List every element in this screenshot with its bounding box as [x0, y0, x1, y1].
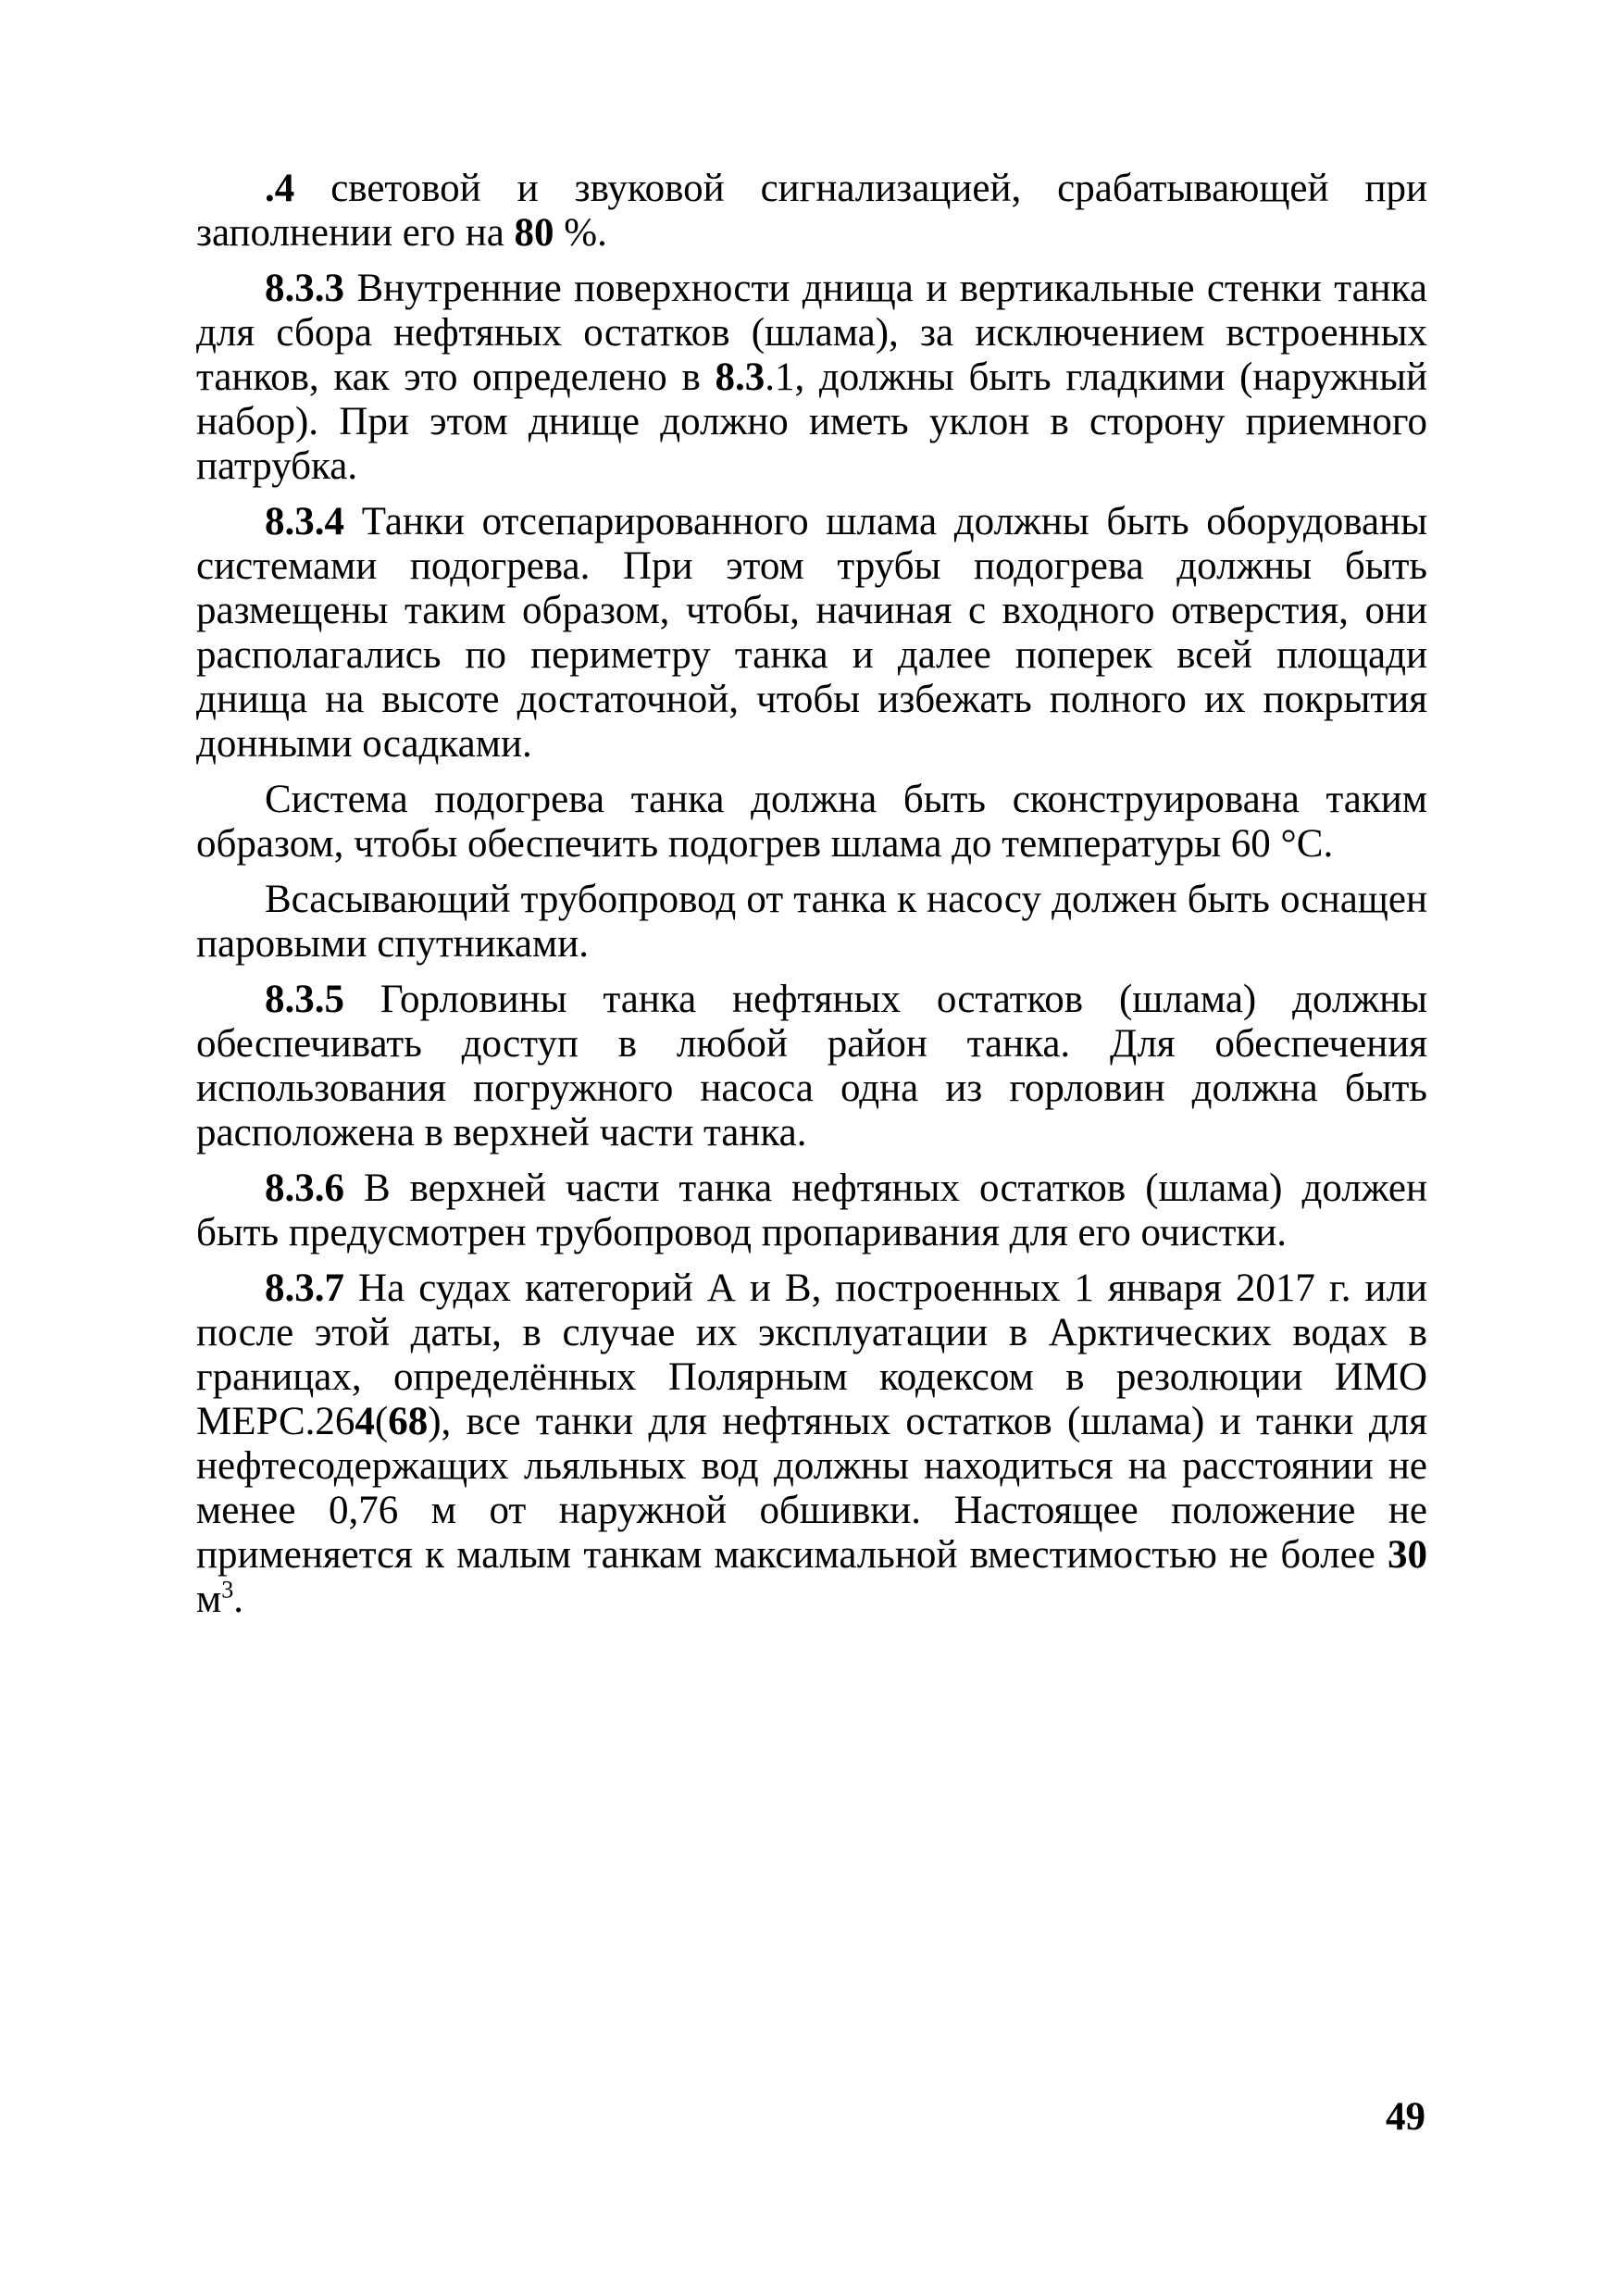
paragraph-suction-pipe — [196, 878, 1427, 967]
paragraph-text: световой и звуковой сигнализацией, срабатывающей при заполнении его на — [196, 167, 1427, 255]
paragraph-text: На судах категорий А и В, построенных 1 января 2017 г. или после этой даты, в случае их эксплуатации в Арктических водах в границах, определённых Полярным кодексом в резолюции ИМО МЕРС.26 — [196, 1267, 1427, 1443]
paragraph-8-3-3 — [196, 267, 1427, 489]
paragraph-text: . — [233, 1578, 243, 1621]
paragraph-text: Внутренние поверхности днища и вертикальные стенки танка для сбора нефтяных остатков (шлама), за исключением встроенных танков, как это определено в — [196, 267, 1427, 399]
reference-number: 8.3 — [715, 356, 765, 399]
paragraph-text: Горловины танка нефтяных остатков (шлама) должны обеспечивать доступ в любой район танка. Для обеспечения использования погружного насоса одна из горловин должна быть расположена в верхней части танка. — [196, 978, 1427, 1154]
section-number: 8.3.3 — [265, 267, 344, 310]
paragraph-text: Всасывающий трубопровод от танка к насосу должен быть оснащен паровыми спутниками. — [196, 878, 1427, 966]
paragraph-text: Система подогрева танка должна быть сконструирована таким образом, чтобы обеспечить подогрев шлама до температуры 60 °С. — [196, 778, 1427, 866]
item-number: .4 — [265, 167, 295, 210]
section-number: 8.3.4 — [265, 500, 344, 543]
page-number: 49 — [1386, 2095, 1425, 2139]
emphasis-number: 68 — [388, 1400, 429, 1443]
paragraph-8-3-6 — [196, 1167, 1427, 1255]
section-number: 8.3.7 — [265, 1267, 344, 1310]
paragraph-8-3-5 — [196, 978, 1427, 1155]
paragraph-text: м — [196, 1578, 222, 1621]
emphasis-number: 4 — [355, 1400, 375, 1443]
paragraph-heating-system — [196, 778, 1427, 867]
paragraph-8-3-4 — [196, 500, 1427, 767]
superscript: 3 — [221, 1576, 234, 1603]
page-body — [196, 167, 1427, 1633]
paragraph-item-4 — [196, 167, 1427, 256]
section-number: 8.3.5 — [265, 978, 344, 1021]
section-number: 8.3.6 — [265, 1167, 344, 1210]
paragraph-text: ), все танки для нефтяных остатков (шлама) и танки для нефтесодержащих льяльных вод должны находиться на расстоянии не менее 0,76 м от наружной обшивки. Настоящее положение не применяется к малым танкам максимальной вместимостью не более — [196, 1400, 1427, 1577]
paragraph-text: В верхней части танка нефтяных остатков (шлама) должен быть предусмотрен трубопровод пропаривания для его очистки. — [196, 1167, 1427, 1254]
paragraph-8-3-7 — [196, 1267, 1427, 1622]
paragraph-text: ( — [374, 1400, 389, 1443]
emphasis-number: 30 — [1388, 1533, 1427, 1577]
paragraph-text: Танки отсепарированного шлама должны быть оборудованы системами подогрева. При этом трубы подогрева должны быть размещены таким образом, чтобы, начиная с входного отверстия, они располагались по периметру танка и далее поперек всей площади днища на высоте достаточной, чтобы избежать полного их покрытия донными осадками. — [196, 500, 1427, 766]
emphasis-number: 80 — [514, 211, 554, 255]
paragraph-text: .1, должны быть гладкими (наружный набор). При этом днище должно иметь уклон в сторону приемного патрубка. — [196, 356, 1427, 488]
paragraph-text: %. — [554, 211, 607, 255]
